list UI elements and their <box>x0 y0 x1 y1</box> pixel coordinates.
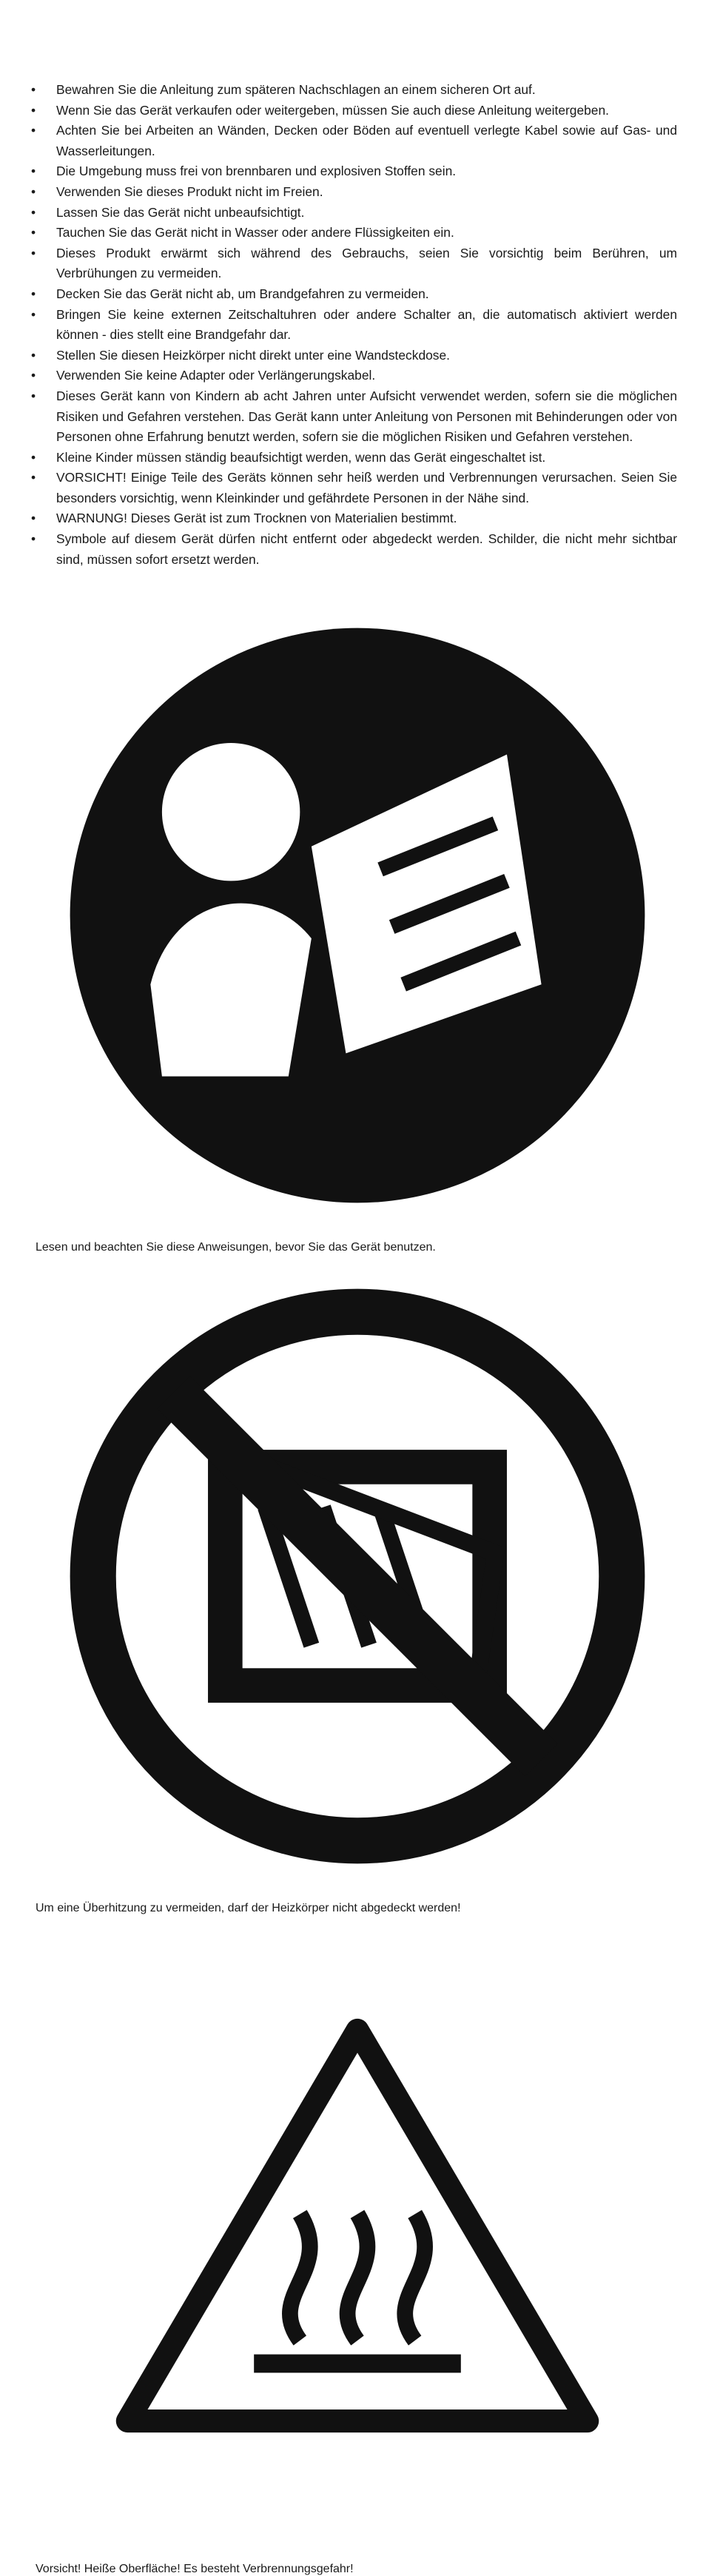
list-item-text: Die Umgebung muss frei von brennbaren und explosiven Stoffen sein. <box>56 164 457 179</box>
bullet-icon: • <box>31 470 36 485</box>
list-item-text: VORSICHT! Einige Teile des Geräts können sehr heiß werden und Verbrennungen verursachen. Seien Sie besonders vorsichtig, wenn Kleinkinder und gefährdete Personen in der Nähe sind. <box>56 470 677 505</box>
safety-instructions-list <box>28 80 677 570</box>
bullet-icon: • <box>31 531 36 547</box>
list-item <box>28 182 677 203</box>
read-manual-icon <box>36 593 679 1237</box>
list-item-text: Tauchen Sie das Gerät nicht in Wasser oder andere Flüssigkeiten ein. <box>56 225 454 241</box>
bullet-icon: • <box>31 102 36 118</box>
list-item <box>28 203 677 223</box>
list-item-text: Dieses Produkt erwärmt sich während des Gebrauchs, seien Sie vorsichtig beim Berühren, um Verbrühungen zu vermeiden. <box>56 245 677 281</box>
list-item-text: Kleine Kinder müssen ständig beaufsichtigt werden, wenn das Gerät eingeschaltet ist. <box>56 449 546 465</box>
list-item <box>28 386 677 448</box>
list-item <box>28 346 677 366</box>
symbol-text-hot-surface: Vorsicht! Heiße Oberfläche! Es besteht Verbrennungsgefahr! <box>36 2563 354 2575</box>
bullet-icon: • <box>31 449 36 465</box>
list-item-text: WARNUNG! Dieses Gerät ist zum Trocknen von Materialien bestimmt. <box>56 511 457 526</box>
bullet-icon: • <box>31 164 36 179</box>
bullet-icon: • <box>31 286 36 301</box>
list-item-text: Achten Sie bei Arbeiten an Wänden, Decken oder Böden auf eventuell verlegte Kabel sowie auf Gas- und Wasserleitungen. <box>56 123 677 158</box>
bullet-icon: • <box>31 347 36 363</box>
list-item <box>28 243 677 284</box>
bullet-icon: • <box>31 245 36 260</box>
list-item <box>28 448 677 468</box>
list-item-text: Bringen Sie keine externen Zeitschaltuhren oder andere Schalter an, die automatisch aktiviert werden können - dies stellt eine Brandgefahr dar. <box>56 306 677 343</box>
list-item <box>28 284 677 305</box>
bullet-icon: • <box>31 123 36 138</box>
bullet-icon: • <box>31 225 36 241</box>
list-item <box>28 161 677 182</box>
bullet-icon: • <box>31 184 36 199</box>
list-item-text: Verwenden Sie keine Adapter oder Verlängerungskabel. <box>56 368 376 383</box>
list-item <box>28 305 677 346</box>
bullet-icon: • <box>31 306 36 322</box>
list-item-text: Dieses Gerät kann von Kindern ab acht Jahren unter Aufsicht verwendet werden, sofern sie die möglichen Risiken und Gefahren verstehen. Das Gerät kann unter Anleitung von Personen mit Behinderungen oder von Personen ohne Erfahrung benutzt werden, sofern sie die möglichen Risiken und Gefahren verstehen. <box>56 388 677 445</box>
list-item <box>28 80 677 101</box>
list-item <box>28 529 677 570</box>
list-item <box>28 366 677 386</box>
bullet-icon: • <box>31 204 36 220</box>
hot-surface-warning-icon <box>36 1915 679 2559</box>
symbol-legend <box>36 593 679 2576</box>
bullet-icon: • <box>31 511 36 526</box>
list-item <box>28 468 677 508</box>
list-item-text: Wenn Sie das Gerät verkaufen oder weitergeben, müssen Sie auch diese Anleitung weitergeben. <box>56 102 609 118</box>
list-item-text: Bewahren Sie die Anleitung zum späteren Nachschlagen an einem sicheren Ort auf. <box>56 82 536 97</box>
bullet-icon: • <box>31 388 36 403</box>
list-item <box>28 101 677 121</box>
do-not-cover-icon <box>36 1254 679 1898</box>
bullet-icon: • <box>31 82 36 97</box>
list-item-text: Verwenden Sie dieses Produkt nicht im Freien. <box>56 184 323 199</box>
list-item-text: Symbole auf diesem Gerät dürfen nicht entfernt oder abgedeckt werden. Schilder, die nicht mehr sichtbar sind, müssen sofort ersetzt werden. <box>56 531 677 567</box>
list-item <box>28 121 677 161</box>
list-item-text: Decken Sie das Gerät nicht ab, um Brandgefahren zu vermeiden. <box>56 286 429 301</box>
list-item <box>28 508 677 529</box>
list-item-text: Stellen Sie diesen Heizkörper nicht direkt unter eine Wandsteckdose. <box>56 347 450 363</box>
symbol-text-read-manual: Lesen und beachten Sie diese Anweisungen, bevor Sie das Gerät benutzen. <box>36 1241 436 1254</box>
list-item-text: Lassen Sie das Gerät nicht unbeaufsichtigt. <box>56 204 305 220</box>
list-item <box>28 223 677 243</box>
symbol-text-do-not-cover: Um eine Überhitzung zu vermeiden, darf der Heizkörper nicht abgedeckt werden! <box>36 1902 461 1914</box>
bullet-icon: • <box>31 368 36 383</box>
